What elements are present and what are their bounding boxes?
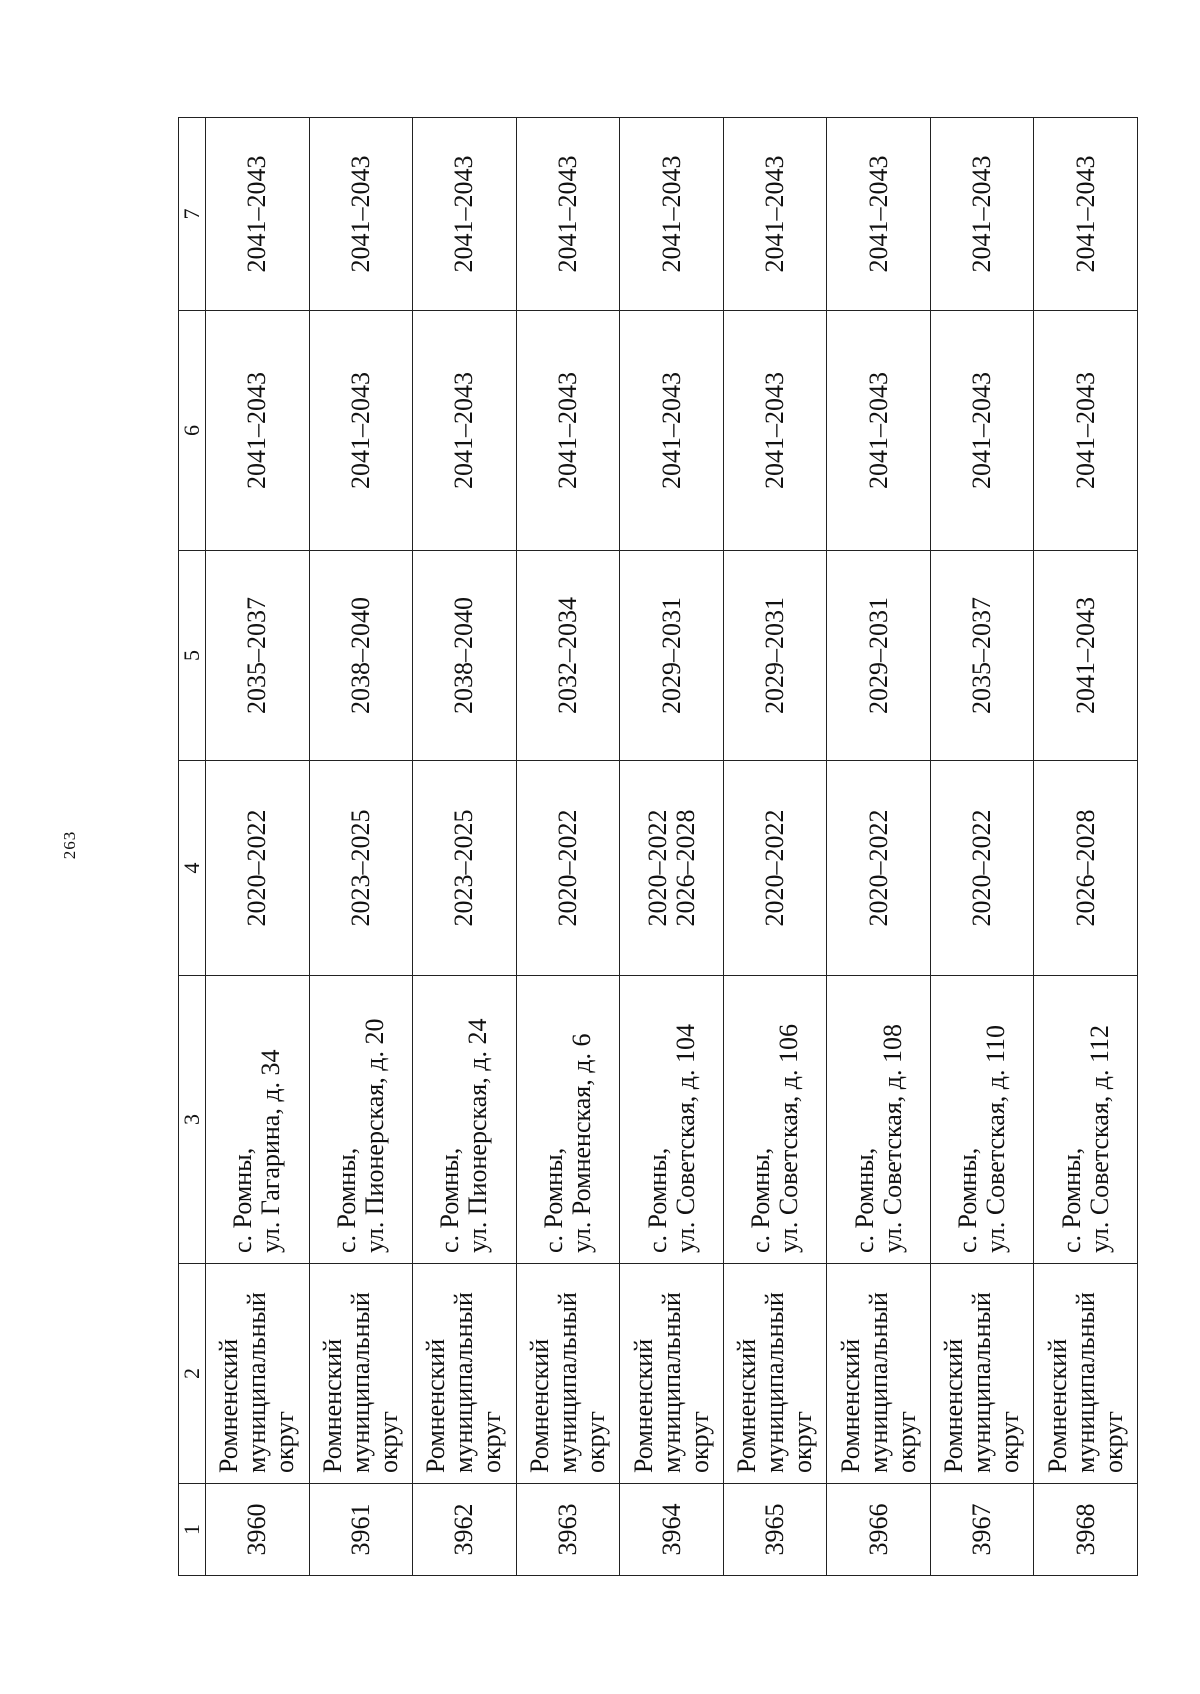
row-number-cell: 3963 (516, 1484, 620, 1576)
row-number-cell: 3965 (723, 1484, 827, 1576)
header-row (179, 118, 206, 1576)
period-col4-cell-line: 2026–2028 (1070, 809, 1100, 927)
district-cell-line: муниципальный (1070, 1292, 1100, 1473)
period-col4-cell (930, 761, 1034, 976)
row-number-cell: 3966 (827, 1484, 931, 1576)
period-col5-cell: 2038–2040 (413, 551, 517, 761)
period-col7-cell: 2041–2043 (930, 118, 1034, 311)
district-cell-line: муниципальный (553, 1292, 582, 1473)
district-cell (516, 1264, 620, 1484)
district-cell (827, 1264, 931, 1484)
table-row (516, 118, 620, 1576)
period-col5-cell: 2035–2037 (206, 551, 310, 761)
district-cell-line: округ (891, 1411, 921, 1473)
page-number: 263 (60, 830, 79, 860)
district-cell-line: округ (1098, 1411, 1128, 1473)
district-cell-line: Ромненский (421, 1338, 451, 1473)
district-cell-line: округ (477, 1411, 507, 1473)
period-col6-cell: 2041–2043 (827, 311, 931, 551)
district-cell-line: муниципальный (760, 1292, 790, 1473)
address-cell-line: ул. Советская, д. 106 (774, 1023, 804, 1253)
row-number-cell: 3968 (1034, 1484, 1138, 1576)
address-cell (309, 976, 413, 1264)
address-cell-line: ул. Ромненская, д. 6 (567, 1033, 596, 1253)
address-cell (413, 976, 517, 1264)
row-number-cell: 3964 (620, 1484, 724, 1576)
column-header-6: 6 (179, 311, 206, 551)
district-cell-line: округ (373, 1411, 403, 1473)
period-col4-cell-line: 2020–2022 (242, 809, 272, 927)
district-cell (723, 1264, 827, 1484)
column-header-4: 4 (179, 761, 206, 976)
period-col4-cell (827, 761, 931, 976)
district-cell-line: муниципальный (449, 1292, 479, 1473)
address-cell-line: с. Ромны, (642, 1147, 672, 1253)
period-col7-cell: 2041–2043 (206, 118, 310, 311)
district-cell (620, 1264, 724, 1484)
district-cell (930, 1264, 1034, 1484)
table-row (827, 118, 931, 1576)
address-cell (1034, 976, 1138, 1264)
period-col5-cell: 2041–2043 (1034, 551, 1138, 761)
address-cell-line: ул. Гагарина, д. 34 (256, 1049, 286, 1253)
period-col6-cell: 2041–2043 (723, 311, 827, 551)
address-cell-line: ул. Пионерская, д. 24 (463, 1018, 493, 1253)
address-cell (723, 976, 827, 1264)
address-cell-line: с. Ромны, (539, 1147, 568, 1253)
table-row (620, 118, 724, 1576)
table-row (1034, 118, 1138, 1576)
address-cell-line: с. Ромны, (849, 1147, 879, 1253)
period-col6-cell: 2041–2043 (413, 311, 517, 551)
address-cell-line: с. Ромны, (953, 1147, 983, 1253)
address-cell-line: с. Ромны, (746, 1147, 776, 1253)
column-header-5: 5 (179, 551, 206, 761)
district-cell-line: Ромненский (525, 1338, 554, 1473)
period-col6-cell: 2041–2043 (309, 311, 413, 551)
period-col6-cell: 2041–2043 (1034, 311, 1138, 551)
period-col4-cell (620, 761, 724, 976)
table-row (723, 118, 827, 1576)
district-cell-line: муниципальный (863, 1292, 893, 1473)
row-number-cell: 3967 (930, 1484, 1034, 1576)
row-number-cell: 3962 (413, 1484, 517, 1576)
period-col7-cell: 2041–2043 (620, 118, 724, 311)
table-row (309, 118, 413, 1576)
district-cell (206, 1264, 310, 1484)
table-row (413, 118, 517, 1576)
district-cell-line: Ромненский (628, 1338, 658, 1473)
district-cell-line: округ (995, 1411, 1025, 1473)
column-header-2: 2 (179, 1264, 206, 1484)
address-cell (827, 976, 931, 1264)
period-col4-cell (206, 761, 310, 976)
table-row (930, 118, 1034, 1576)
period-col6-cell: 2041–2043 (206, 311, 310, 551)
period-col4-cell-line: 2020–2022 (863, 809, 893, 927)
period-col6-cell: 2041–2043 (930, 311, 1034, 551)
column-header-7: 7 (179, 118, 206, 311)
district-cell-line: Ромненский (317, 1338, 347, 1473)
district-cell-line: муниципальный (967, 1292, 997, 1473)
period-col5-cell: 2029–2031 (620, 551, 724, 761)
district-cell-line: муниципальный (656, 1292, 686, 1473)
district-cell-line: округ (684, 1411, 714, 1473)
table-row (206, 118, 310, 1576)
period-col5-cell: 2029–2031 (827, 551, 931, 761)
period-col6-cell: 2041–2043 (516, 311, 620, 551)
row-number-cell: 3960 (206, 1484, 310, 1576)
address-cell (930, 976, 1034, 1264)
period-col4-cell-line: 2020–2022 (642, 809, 672, 927)
district-cell (1034, 1264, 1138, 1484)
district-cell-line: округ (581, 1411, 610, 1473)
address-cell-line: ул. Советская, д. 104 (670, 1023, 700, 1253)
address-cell-line: с. Ромны, (1056, 1147, 1086, 1253)
period-col4-cell (516, 761, 620, 976)
period-col4-cell-line: 2026–2028 (670, 809, 700, 927)
period-col7-cell: 2041–2043 (516, 118, 620, 311)
period-col4-cell (723, 761, 827, 976)
column-header-1: 1 (179, 1484, 206, 1576)
address-cell-line: с. Ромны, (331, 1147, 361, 1253)
address-cell (620, 976, 724, 1264)
address-cell-line: ул. Пионерская, д. 20 (359, 1018, 389, 1253)
period-col4-cell-line: 2023–2025 (449, 809, 479, 927)
address-cell-line: ул. Советская, д. 110 (981, 1024, 1011, 1253)
address-cell-line: ул. Советская, д. 108 (877, 1023, 907, 1253)
period-col7-cell: 2041–2043 (827, 118, 931, 311)
district-cell-line: округ (788, 1411, 818, 1473)
schedule-table (178, 117, 1138, 1576)
period-col5-cell: 2029–2031 (723, 551, 827, 761)
district-cell (413, 1264, 517, 1484)
district-cell (309, 1264, 413, 1484)
period-col5-cell: 2038–2040 (309, 551, 413, 761)
period-col4-cell (309, 761, 413, 976)
district-cell-line: Ромненский (939, 1338, 969, 1473)
period-col6-cell: 2041–2043 (620, 311, 724, 551)
period-col7-cell: 2041–2043 (723, 118, 827, 311)
district-cell-line: муниципальный (345, 1292, 375, 1473)
district-cell-line: Ромненский (1042, 1338, 1072, 1473)
period-col5-cell: 2035–2037 (930, 551, 1034, 761)
period-col7-cell: 2041–2043 (1034, 118, 1138, 311)
address-cell-line: ул. Советская, д. 112 (1084, 1024, 1114, 1253)
district-cell-line: округ (270, 1411, 300, 1473)
period-col4-cell (1034, 761, 1138, 976)
period-col7-cell: 2041–2043 (413, 118, 517, 311)
period-col4-cell-line: 2023–2025 (345, 809, 375, 927)
period-col4-cell (413, 761, 517, 976)
period-col4-cell-line: 2020–2022 (967, 809, 997, 927)
district-cell-line: Ромненский (835, 1338, 865, 1473)
row-number-cell: 3961 (309, 1484, 413, 1576)
column-header-3: 3 (179, 976, 206, 1264)
period-col7-cell: 2041–2043 (309, 118, 413, 311)
period-col5-cell: 2032–2034 (516, 551, 620, 761)
address-cell-line: с. Ромны, (228, 1147, 258, 1253)
period-col4-cell-line: 2020–2022 (553, 809, 582, 927)
address-cell (516, 976, 620, 1264)
address-cell (206, 976, 310, 1264)
period-col4-cell-line: 2020–2022 (760, 809, 790, 927)
district-cell-line: Ромненский (732, 1338, 762, 1473)
district-cell-line: муниципальный (242, 1292, 272, 1473)
address-cell-line: с. Ромны, (435, 1147, 465, 1253)
district-cell-line: Ромненский (214, 1338, 244, 1473)
